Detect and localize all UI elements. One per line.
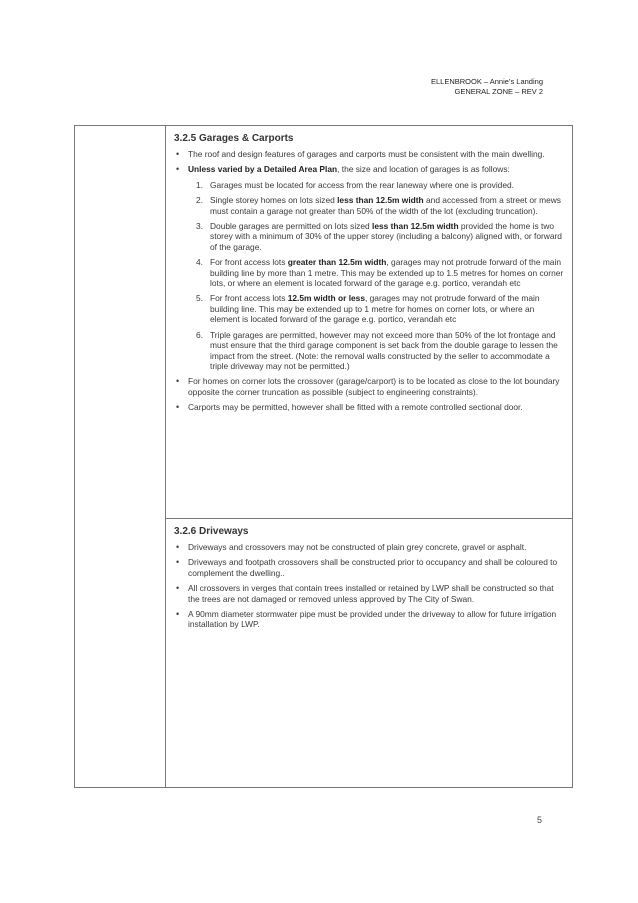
list-item: • A 90mm diameter stormwater pipe must be provided under the driveway to allow for future irrigation installation by LWP. — [176, 609, 557, 630]
bullet-icon: • — [176, 402, 180, 413]
bullet-icon: • — [176, 149, 180, 159]
document-header — [431, 77, 543, 97]
section-garages-carports — [166, 126, 572, 519]
numbered-item: 5. For front access lots 12.5m width or less, garages may not protrude forward of the main building line. This may be extended up to 1 metre for homes on corner lots, or where an element is located forward of the garage e.g. portico, verandah etc — [196, 293, 540, 325]
list-item: • Driveways and crossovers may not be constructed of plain grey concrete, gravel or asphalt. — [176, 542, 527, 552]
list-item: • Unless varied by a Detailed Area Plan, the size and location of garages is as follows: — [176, 164, 510, 175]
section-title: 3.2.6 Driveways — [174, 526, 249, 537]
bullet-icon: • — [176, 609, 180, 620]
list-item: • Driveways and footpath crossovers shall be constructed prior to occupancy and shall be coloured to complement the dwelling.. — [176, 557, 558, 578]
section-title: 3.2.5 Garages & Carports — [174, 133, 294, 144]
list-item: • The roof and design features of garages and carports must be consistent with the main dwelling. — [176, 149, 545, 159]
content-column — [166, 126, 572, 787]
bullet-icon: • — [176, 164, 180, 175]
section-driveways — [166, 519, 572, 787]
page-number: 5 — [536, 815, 542, 825]
content-table — [74, 125, 573, 788]
numbered-item: 4. For front access lots greater than 12.5m width, garages may not protrude forward of the main building line by more than 1 metre. This may be extended up to 1.5 metres for homes on corner lots, or where an element is located forward of the garage e.g. portico, verandah etc — [196, 257, 564, 289]
numbered-item: 6. Triple garages are permitted, however may not exceed more than 50% of the lot frontage and must ensure that the third garage component is set back from the double garage to lessen the impact from the street. (Note: the removal walls constructed by the seller to accommodate a triple driveway may not be permitted.) — [196, 329, 558, 371]
list-item: • For homes on corner lots the crossover (garage/carport) is to be located as close to the lot boundary opposite the corner truncation as possible (subject to engineering constraints). — [176, 376, 560, 397]
numbered-item: 1. Garages must be located for access from the rear laneway where one is provided. — [196, 179, 514, 190]
bullet-icon: • — [176, 542, 180, 552]
numbered-item: 3. Double garages are permitted on lots sized less than 12.5m width provided the home is two storey with a minimum of 30% of the upper storey (including a balcony) aligned with, or forward of the garage. — [196, 221, 562, 252]
header-title: ELLENBROOK – Annie’s Landing — [430, 77, 543, 86]
list-item: • Carports may be permitted, however shall be fitted with a remote controlled sectional door. — [176, 402, 523, 413]
list-item: • All crossovers in verges that contain trees installed or retained by LWP shall be constructed so that the trees are not damaged or removed unless approved by The City of Swan. — [176, 583, 554, 604]
bullet-icon: • — [176, 583, 180, 594]
bullet-icon: • — [176, 557, 180, 568]
numbered-item: 2. Single storey homes on lots sized less than 12.5m width and accessed from a street or mews must contain a garage not greater than 50% of the width of the lot (excluding truncation). — [196, 195, 561, 216]
bullet-icon: • — [176, 376, 180, 387]
header-subtitle: GENERAL ZONE – REV 2 — [454, 87, 543, 96]
